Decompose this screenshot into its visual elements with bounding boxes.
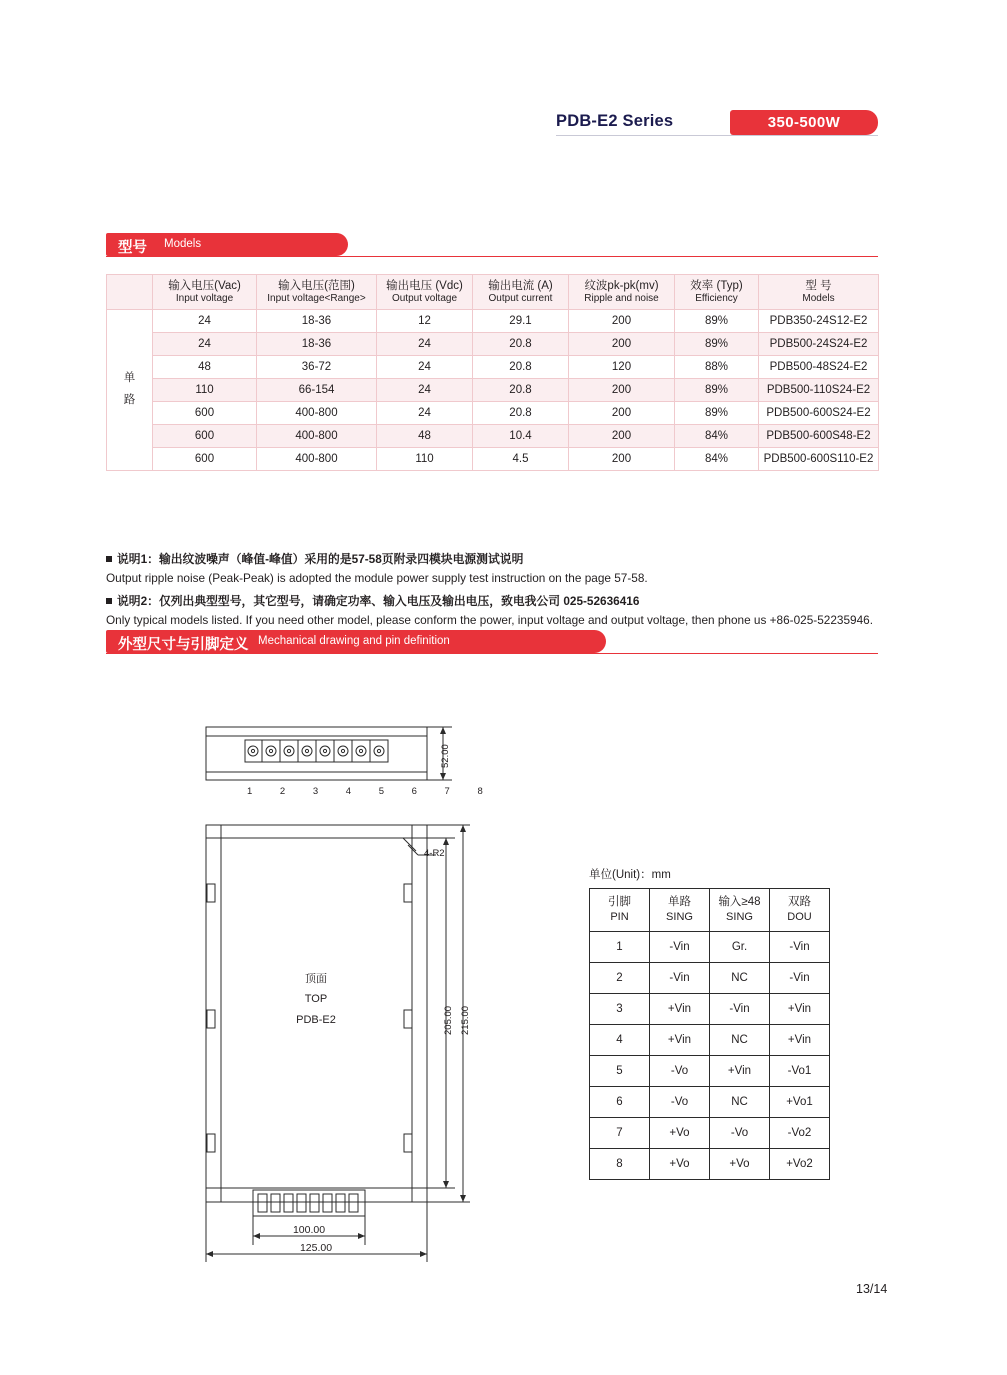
banner-tail <box>486 630 606 653</box>
mechanical-section-banner <box>106 630 878 653</box>
cell-pin-dual: -Vin <box>770 932 830 963</box>
table-row <box>107 402 879 425</box>
header-output-current-en: Output current <box>488 292 553 304</box>
cell-ripple: 120 <box>569 356 675 379</box>
bottom-terminal-pins <box>258 1194 358 1212</box>
header-input-voltage <box>153 275 257 310</box>
note-1-cn <box>106 550 906 569</box>
cell-ripple: 200 <box>569 402 675 425</box>
cell-input-range: 400-800 <box>257 402 377 425</box>
header-models-cn: 型 号 <box>805 279 832 292</box>
dim-length-205: 205.00 <box>443 1005 454 1035</box>
cell-pin-single: +Vo <box>650 1118 710 1149</box>
cell-ripple: 200 <box>569 379 675 402</box>
table-row <box>107 356 879 379</box>
header-input-voltage-cn: 输入电压(Vac) <box>168 279 241 292</box>
dim-height-52: 52.00 <box>440 744 451 768</box>
cell-efficiency: 84% <box>675 425 759 448</box>
cell-output-current: 20.8 <box>473 333 569 356</box>
header-input-voltage-en: Input voltage <box>175 292 234 304</box>
cell-model: PDB500-48S24-E2 <box>759 356 879 379</box>
unit-label: 单位(Unit)：mm <box>589 869 671 881</box>
pin-header-pin <box>590 889 650 932</box>
cell-output-current: 10.4 <box>473 425 569 448</box>
dim-width-125: 125.00 <box>299 1242 333 1254</box>
header-input-range <box>257 275 377 310</box>
header-efficiency-en: Efficiency <box>695 292 738 304</box>
cell-pin-single: -Vin <box>650 932 710 963</box>
cell-output-current: 20.8 <box>473 356 569 379</box>
pin-header-input48 <box>710 889 770 932</box>
cell-efficiency: 89% <box>675 310 759 333</box>
cell-pin-single: -Vo <box>650 1056 710 1087</box>
mount-tab <box>207 884 215 902</box>
mount-tab <box>404 884 412 902</box>
cell-input-range: 400-800 <box>257 448 377 471</box>
side-view-body <box>206 727 427 780</box>
cell-model: PDB350-24S12-E2 <box>759 310 879 333</box>
header-output-current-cn: 输出电流 (A) <box>488 279 553 292</box>
cell-pin-dual: +Vin <box>770 1025 830 1056</box>
cell-ripple: 200 <box>569 333 675 356</box>
cell-input-voltage: 24 <box>153 333 257 356</box>
cell-pin-dual: -Vo1 <box>770 1056 830 1087</box>
cell-pin-single: +Vin <box>650 1025 710 1056</box>
cell-output-voltage: 24 <box>377 333 473 356</box>
page-number: 13/14 <box>856 1282 888 1296</box>
cell-input-voltage: 48 <box>153 356 257 379</box>
cell-input-voltage: 600 <box>153 425 257 448</box>
cell-model: PDB500-24S24-E2 <box>759 333 879 356</box>
header-output-voltage <box>377 275 473 310</box>
mount-tab <box>404 1010 412 1028</box>
cell-pin-dual: +Vo2 <box>770 1149 830 1180</box>
table-row <box>590 1025 830 1056</box>
cell-pin-number: 1 <box>590 932 650 963</box>
table-row <box>590 1118 830 1149</box>
note-2-cn <box>106 592 906 611</box>
header-divider <box>556 135 878 136</box>
header-ripple <box>569 275 675 310</box>
cell-pin-number: 4 <box>590 1025 650 1056</box>
cell-ripple: 200 <box>569 425 675 448</box>
header-ripple-en: Ripple and noise <box>584 292 659 304</box>
header-input-range-cn: 输入电压(范围) <box>278 279 355 292</box>
mount-tab <box>404 1134 412 1152</box>
power-range-badge: 350-500W <box>730 110 878 135</box>
cell-output-voltage: 48 <box>377 425 473 448</box>
cell-pin-single: -Vin <box>650 963 710 994</box>
cell-pin-input48: -Vo <box>710 1118 770 1149</box>
side-view-pin-numbers: 1 2 3 4 5 6 7 8 <box>247 786 496 797</box>
mount-tab <box>207 1010 215 1028</box>
note-1-cn-text: 说明1：输出纹波噪声（峰值-峰值）采用的是57-58页附录四模块电源测试说明 <box>117 552 524 566</box>
cell-pin-single: -Vo <box>650 1087 710 1118</box>
terminal-screws <box>248 746 384 756</box>
cell-efficiency: 89% <box>675 333 759 356</box>
note-1-en: Output ripple noise (Peak-Peak) is adopted the module power supply test instruction on the page 57-58. <box>106 571 648 586</box>
header-efficiency <box>675 275 759 310</box>
cell-efficiency: 84% <box>675 448 759 471</box>
mechanical-banner-label-en: Mechanical drawing and pin definition <box>258 635 450 647</box>
cell-input-voltage: 600 <box>153 448 257 471</box>
header-models-en: Models <box>802 292 835 304</box>
cell-output-voltage: 24 <box>377 356 473 379</box>
pin-definition-table-container <box>589 888 830 1180</box>
table-row <box>107 448 879 471</box>
pin-header-single <box>650 889 710 932</box>
pin-header-dual <box>770 889 830 932</box>
cell-pin-input48: NC <box>710 1025 770 1056</box>
cell-input-range: 400-800 <box>257 425 377 448</box>
cell-pin-number: 7 <box>590 1118 650 1149</box>
header-ripple-cn: 纹波pk-pk(mv) <box>584 279 659 292</box>
table-row <box>590 1056 830 1087</box>
dim-width-100: 100.00 <box>292 1224 326 1236</box>
cell-pin-dual: -Vo2 <box>770 1118 830 1149</box>
note-2-en: Only typical models listed. If you need other model, please conform the power, input voltage and output voltage, then phone us +86-025-52235946. <box>106 613 873 628</box>
table-row <box>590 963 830 994</box>
pin-header-single-cn: 单路 <box>668 895 691 908</box>
top-view-model-label: PDB-E2 <box>296 1014 336 1026</box>
cell-model: PDB500-600S110-E2 <box>759 448 879 471</box>
models-banner-label-en: Models <box>164 238 202 250</box>
cell-pin-input48: NC <box>710 1087 770 1118</box>
cell-pin-number: 6 <box>590 1087 650 1118</box>
table-row <box>590 1087 830 1118</box>
models-table <box>106 274 879 471</box>
bullet-square-icon <box>106 598 112 604</box>
table-row <box>107 379 879 402</box>
cell-output-voltage: 110 <box>377 448 473 471</box>
cell-pin-dual: +Vin <box>770 994 830 1025</box>
dim-radius-4r2: 4-R2 <box>424 848 445 859</box>
page-header <box>556 110 878 136</box>
cell-input-range: 18-36 <box>257 310 377 333</box>
cell-input-voltage: 110 <box>153 379 257 402</box>
top-view-label-cn: 顶面 <box>305 973 327 985</box>
cell-pin-number: 8 <box>590 1149 650 1180</box>
row-group-label: 单 路 <box>107 310 153 471</box>
cell-input-range: 18-36 <box>257 333 377 356</box>
cell-pin-input48: -Vin <box>710 994 770 1025</box>
cell-input-voltage: 600 <box>153 402 257 425</box>
cell-efficiency: 89% <box>675 402 759 425</box>
pin-table-header-row <box>590 889 830 932</box>
header-models <box>759 275 879 310</box>
notes-block <box>106 550 906 630</box>
cell-input-voltage: 24 <box>153 310 257 333</box>
cell-input-range: 66-154 <box>257 379 377 402</box>
table-row <box>590 1149 830 1180</box>
pin-header-dual-en: DOU <box>787 911 812 924</box>
note-2-cn-text: 说明2：仅列出典型型号，其它型号，请确定功率、输入电压及输出电压，致电我公司 025-52636416 <box>117 594 640 609</box>
cell-input-range: 36-72 <box>257 356 377 379</box>
banner-underline <box>106 653 878 654</box>
pin-definition-table <box>589 888 830 1180</box>
cell-efficiency: 89% <box>675 379 759 402</box>
bottom-terminal-block <box>253 1190 365 1216</box>
table-row <box>107 333 879 356</box>
table-row <box>590 932 830 963</box>
pin-header-dual-cn: 双路 <box>788 895 811 908</box>
cell-ripple: 200 <box>569 310 675 333</box>
banner-tail <box>236 233 348 256</box>
pin-header-input48-en: SING <box>726 911 753 924</box>
top-view-label-en: TOP <box>304 993 328 1005</box>
cell-model: PDB500-110S24-E2 <box>759 379 879 402</box>
cell-pin-input48: +Vo <box>710 1149 770 1180</box>
table-row <box>107 310 879 333</box>
header-spacer <box>107 275 153 310</box>
models-banner-label-cn: 型号 <box>118 240 147 256</box>
cell-ripple: 200 <box>569 448 675 471</box>
pin-header-single-en: SING <box>666 911 693 924</box>
cell-output-current: 20.8 <box>473 379 569 402</box>
cell-pin-dual: -Vin <box>770 963 830 994</box>
header-output-current <box>473 275 569 310</box>
cell-model: PDB500-600S48-E2 <box>759 425 879 448</box>
models-section-banner <box>106 233 878 256</box>
header-efficiency-cn: 效率 (Typ) <box>690 279 743 292</box>
mount-tab <box>207 1134 215 1152</box>
dim-length-215: 215.00 <box>460 1005 471 1035</box>
cell-output-voltage: 24 <box>377 402 473 425</box>
cell-model: PDB500-600S24-E2 <box>759 402 879 425</box>
models-table-container <box>106 274 878 471</box>
cell-pin-input48: NC <box>710 963 770 994</box>
pin-header-input48-cn: 输入≥48 <box>718 895 761 908</box>
table-row <box>107 425 879 448</box>
banner-underline <box>106 256 878 257</box>
cell-pin-dual: +Vo1 <box>770 1087 830 1118</box>
header-output-voltage-en: Output voltage <box>391 292 458 304</box>
mechanical-banner-label-cn: 外型尺寸与引脚定义 <box>118 637 249 653</box>
cell-pin-input48: Gr. <box>710 932 770 963</box>
pin-table-body <box>590 932 830 1180</box>
cell-output-current: 20.8 <box>473 402 569 425</box>
cell-output-voltage: 12 <box>377 310 473 333</box>
cell-pin-input48: +Vin <box>710 1056 770 1087</box>
terminal-block <box>245 740 388 762</box>
cell-output-current: 4.5 <box>473 448 569 471</box>
cell-pin-single: +Vin <box>650 994 710 1025</box>
cell-pin-single: +Vo <box>650 1149 710 1180</box>
cell-pin-number: 2 <box>590 963 650 994</box>
pin-header-pin-cn: 引脚 <box>608 895 631 908</box>
cell-pin-number: 3 <box>590 994 650 1025</box>
terminal-dividers <box>262 740 370 762</box>
table-row <box>590 994 830 1025</box>
pin-header-pin-en: PIN <box>610 911 629 924</box>
models-table-header-row <box>107 275 879 310</box>
series-title: PDB-E2 Series <box>556 112 674 130</box>
header-output-voltage-cn: 输出电压 (Vdc) <box>386 279 463 292</box>
header-input-range-en: Input voltage<Range> <box>267 292 366 304</box>
models-table-body <box>107 310 879 471</box>
cell-pin-number: 5 <box>590 1056 650 1087</box>
bullet-square-icon <box>106 556 112 562</box>
cell-output-current: 29.1 <box>473 310 569 333</box>
cell-efficiency: 88% <box>675 356 759 379</box>
cell-output-voltage: 24 <box>377 379 473 402</box>
